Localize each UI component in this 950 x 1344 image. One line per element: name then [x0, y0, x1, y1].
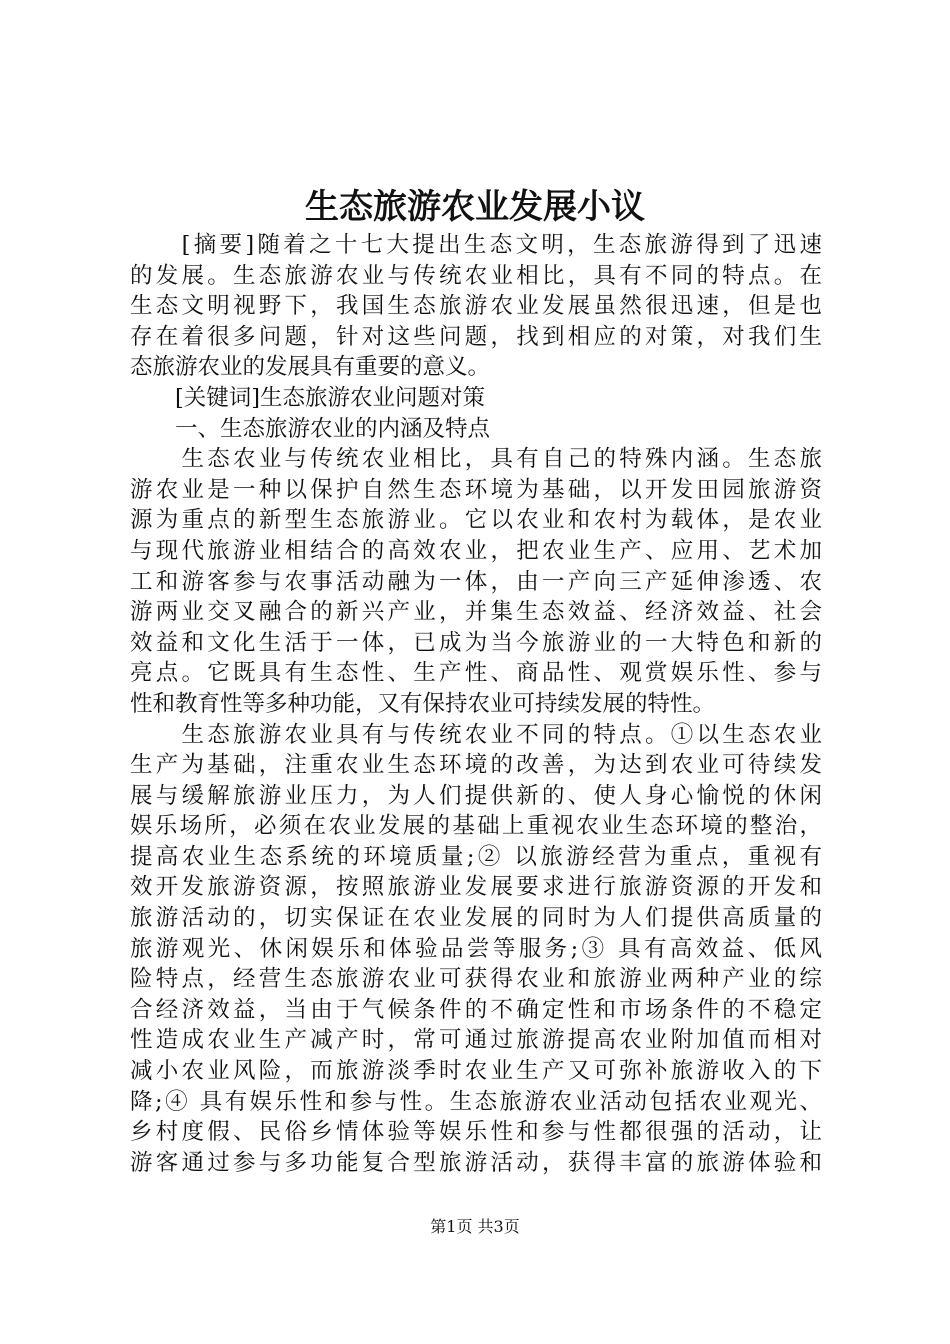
text-line: 提高农业生态系统的环境质量;② 以旅游经营为重点，重视有	[130, 843, 822, 870]
text-line: 态旅游农业的发展具有重要的意义。	[130, 354, 491, 381]
text-line: [关键词]生态旅游农业问题对策	[130, 384, 486, 411]
text-line: 生态旅游农业具有与传统农业不同的特点。①以生态农业	[130, 721, 822, 748]
text-line: 与现代旅游业相结合的高效农业，把农业生产、应用、艺术加	[130, 537, 822, 564]
text-line: [摘要]随着之十七大提出生态文明，生态旅游得到了迅速	[130, 232, 822, 258]
text-line: 性和教育性等多种功能，又有保持农业可持续发展的特性。	[130, 690, 716, 717]
text-line: 效开发旅游资源，按照旅游业发展要求进行旅游资源的开发和	[130, 874, 822, 901]
text-line: 存在着很多问题，针对这些问题，找到相应的对策，对我们生	[130, 323, 822, 350]
text-line: 展与缓解旅游业压力，为人们提供新的、使人身心愉悦的休闲	[130, 782, 822, 809]
text-line: 源为重点的新型生态旅游业。它以农业和农村为载体，是农业	[130, 507, 822, 534]
text-line: 效益和文化生活于一体，已成为当今旅游业的一大特色和新的	[130, 629, 822, 656]
text-line: 减小农业风险，而旅游淡季时农业生产又可弥补旅游收入的下	[130, 1058, 822, 1085]
document-body	[130, 230, 822, 1178]
text-line: 游客通过参与多功能复合型旅游活动，获得丰富的旅游体验和	[130, 1149, 822, 1176]
document-title: 生态旅游农业发展小议	[305, 187, 645, 227]
page-footer: 第1页 共3页	[430, 1217, 520, 1236]
text-line: 亮点。它既具有生态性、生产性、商品性、观赏娱乐性、参与	[130, 660, 822, 687]
text-line: 险特点，经营生态旅游农业可获得农业和旅游业两种产业的综	[130, 966, 822, 993]
text-line: 的发展。生态旅游农业与传统农业相比，具有不同的特点。在	[130, 262, 822, 289]
text-line: 生产为基础，注重农业生态环境的改善，为达到农业可待续发	[130, 752, 822, 779]
text-line: 一、生态旅游农业的内涵及特点	[130, 415, 491, 442]
text-line: 旅游活动的，切实保证在农业发展的同时为人们提供高质量的	[130, 905, 822, 932]
text-line: 工和游客参与农事活动融为一体，由一产向三产延伸渗透、农	[130, 568, 822, 595]
text-line: 游农业是一种以保护自然生态环境为基础，以开发田园旅游资	[130, 476, 822, 503]
text-line: 生态文明视野下，我国生态旅游农业发展虽然很迅速，但是也	[130, 293, 822, 320]
text-line: 降;④ 具有娱乐性和参与性。生态旅游农业活动包括农业观光、	[130, 1088, 822, 1115]
text-line: 乡村度假、民俗乡情体验等娱乐性和参与性都很强的活动，让	[130, 1119, 822, 1146]
text-line: 生态农业与传统农业相比，具有自己的特殊内涵。生态旅	[130, 446, 822, 473]
text-line: 合经济效益，当由于气候条件的不确定性和市场条件的不稳定	[130, 996, 822, 1023]
text-line: 娱乐场所，必须在农业发展的基础上重视农业生态环境的整治，	[130, 813, 822, 840]
text-line: 旅游观光、休闲娱乐和体验品尝等服务;③ 具有高效益、低风	[130, 935, 822, 962]
text-line: 游两业交叉融合的新兴产业，并集生态效益、经济效益、社会	[130, 599, 822, 626]
text-line: 性造成农业生产减产时，常可通过旅游提高农业附加值而相对	[130, 1027, 822, 1054]
